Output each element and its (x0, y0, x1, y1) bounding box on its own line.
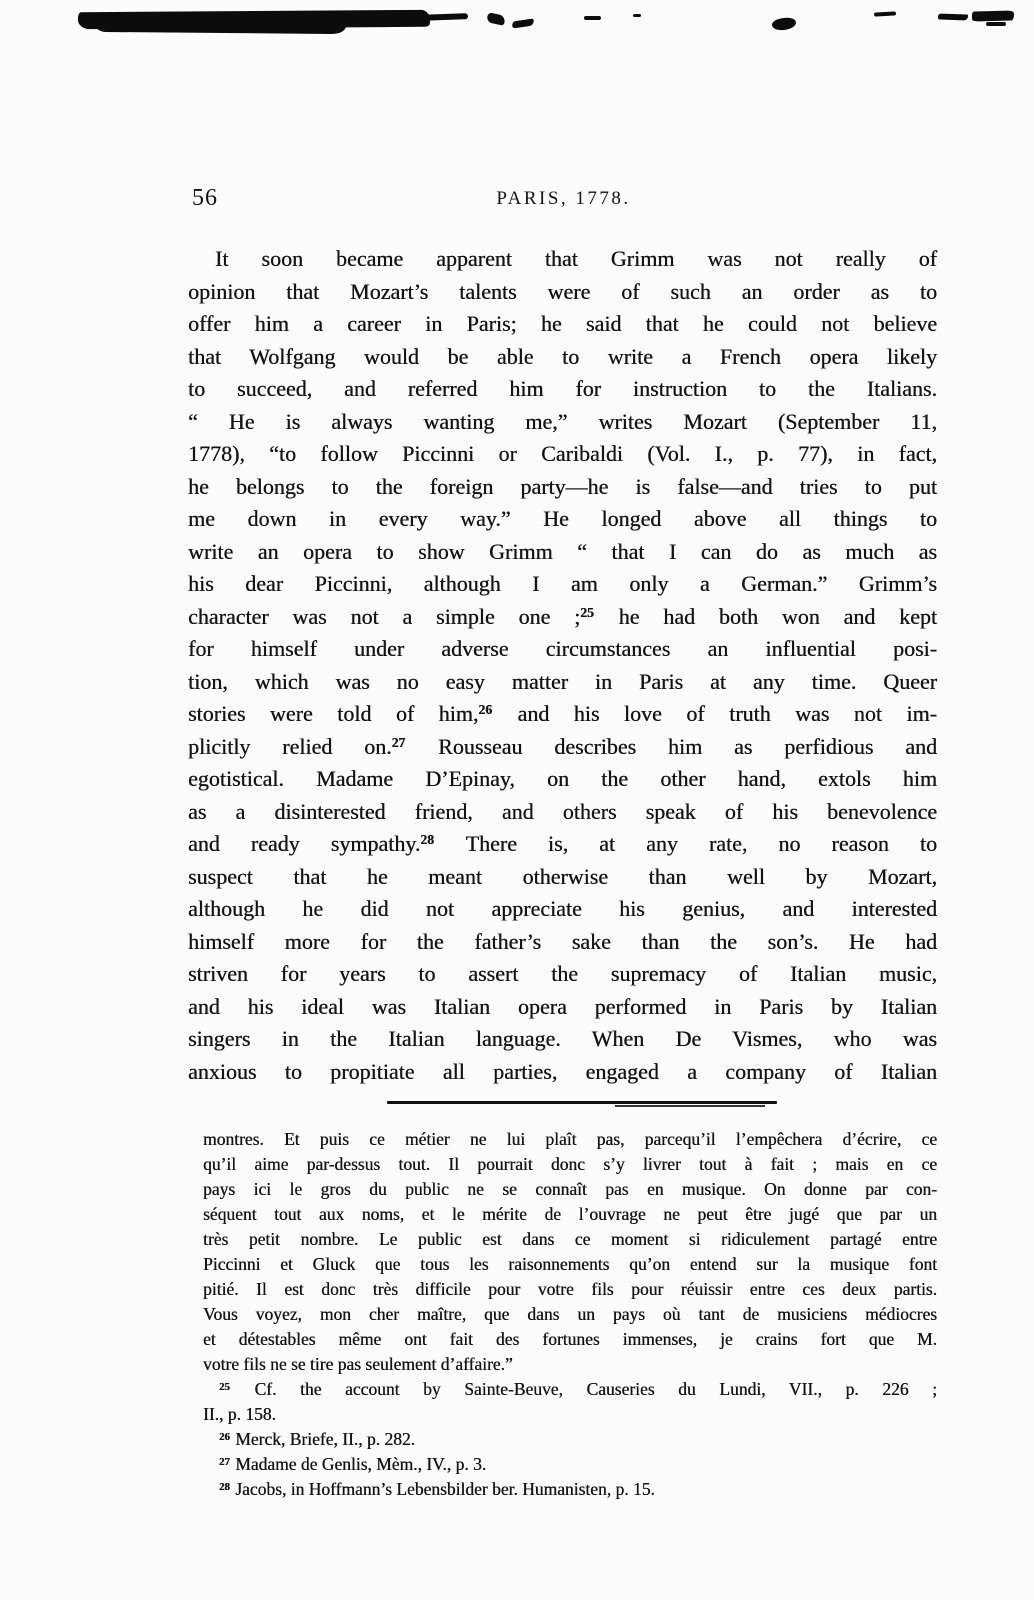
text-line: stories were told of him,$^{26}$ and his love of truth was not im- (188, 701, 937, 726)
text-line: anxious to propitiate all parties, engaged a company of Italian (188, 1058, 937, 1084)
scan-artifact (874, 11, 896, 16)
footnote-line: pitié. Il est donc très difficile pour votre fils pour réuissir entre ces deux partis. (203, 1279, 937, 1299)
scan-artifact (633, 14, 641, 17)
footnote-line: Piccinni et Gluck que tous les raisonnements qu’on entend sur la musique font (203, 1254, 937, 1274)
text-line: write an opera to show Grimm “ that I can do as much as (188, 538, 937, 564)
footnote-ref: 28 (219, 1480, 230, 1493)
footnote-line: $^{28}$ Jacobs, in Hoffmann’s Lebensbilder ber. Humanisten, p. 15. (219, 1479, 655, 1499)
footnote-line: $^{26}$ Merck, Briefe, II., p. 282. (219, 1429, 416, 1449)
footnote-line: votre fils ne se tire pas seulement d’affaire.” (203, 1354, 513, 1374)
text-line: himself more for the father’s sake than the son’s. He had (188, 928, 937, 954)
text-line: 1778), “to follow Piccinni or Caribaldi (Vol. I., p. 77), in fact, (188, 441, 937, 466)
footnote-line: séquent tout aux noms, et le mérite de l’ouvrage ne peut être jugé que par un (203, 1204, 937, 1224)
footnotes (203, 1127, 937, 1502)
scan-artifact (584, 16, 601, 20)
body-text (188, 243, 937, 1088)
scan-artifact (420, 13, 468, 21)
text-line: and ready sympathy.$^{28}$ There is, at any rate, no reason to (188, 831, 937, 856)
footnote-line: Vous voyez, mon cher maître, que dans un pays où tant de musiciens médiocres (203, 1304, 937, 1324)
text-line: although he did not appreciate his genius, and interested (188, 896, 937, 921)
text-line: as a disinterested friend, and others speak of his benevolence (188, 798, 937, 824)
text-line: to succeed, and referred him for instruction to the Italians. (188, 376, 937, 401)
footnote-ref: 25 (580, 604, 594, 620)
text-line: plicitly relied on.$^{27}$ Rousseau describes him as perfidious and (188, 733, 938, 759)
text-line: and his ideal was Italian opera performed in Paris by Italian (188, 993, 937, 1019)
scan-artifact (96, 23, 346, 34)
text-line: he belongs to the foreign party—he is false—and tries to put (188, 473, 937, 499)
footnote-ref: 27 (391, 734, 406, 750)
footnote-ref: 28 (420, 832, 434, 848)
page-header (190, 185, 937, 215)
text-line: suspect that he meant otherwise than well by Mozart, (188, 863, 937, 889)
footnote-line: pays ici le gros du public ne se connaît pas en musique. On donne par con- (203, 1179, 937, 1199)
text-line: offer him a career in Paris; he said that he could not believe (188, 311, 937, 336)
text-line: striven for years to assert the supremacy of Italian music, (188, 961, 937, 986)
scan-artifact (986, 22, 1006, 26)
footnote-line: très petit nombre. Le public est dans ce moment si ridiculement partagé entre (203, 1229, 937, 1249)
text-line: me down in every way.” He longed above all things to (188, 506, 937, 531)
scan-artifact (512, 19, 535, 29)
footnote-line: $^{27}$ Madame de Genlis, Mèm., IV., p. 3. (219, 1454, 487, 1474)
scan-artifact (972, 10, 1014, 21)
text-line: that Wolfgang would be able to write a French opera likely (188, 343, 937, 369)
text-line: his dear Piccinni, although I am only a German.” Grimm’s (188, 571, 937, 596)
footnote-ref: 26 (478, 702, 493, 718)
footnote-ref: 27 (219, 1455, 230, 1468)
footnote-line: montres. Et puis ce métier ne lui plaît pas, parcequ’il l’empêchera d’écrire, ce (203, 1129, 937, 1149)
footnote-ref: 25 (219, 1380, 230, 1393)
footnote-line: et détestables même ont fait des fortunes immenses, je crains fort que M. (203, 1329, 937, 1349)
scan-artifact (938, 13, 968, 20)
scan-artifact (486, 12, 506, 26)
text-line: “ He is always wanting me,” writes Mozart (September 11, (188, 408, 937, 434)
footnote-line: $^{25}$ Cf. the account by Sainte-Beuve, Causeries du Lundi, VII., p. 226 ; (219, 1379, 937, 1399)
text-line: It soon became apparent that Grimm was not really of (215, 246, 937, 271)
text-line: for himself under adverse circumstances an influential posi- (188, 636, 937, 661)
footnote-separator (387, 1101, 777, 1104)
text-line: character was not a simple one ;$^{25}$ he had both won and kept (188, 603, 938, 629)
text-line: opinion that Mozart’s talents were of such an order as to (188, 278, 937, 304)
scan-artifact (771, 17, 796, 31)
footnote-ref: 26 (219, 1430, 230, 1443)
running-title: PARIS, 1778. (496, 188, 631, 209)
text-line: singers in the Italian language. When De Vismes, who was (188, 1026, 937, 1051)
footnote-line: II., p. 158. (203, 1404, 276, 1424)
text-line: tion, which was no easy matter in Paris at any time. Queer (188, 668, 937, 694)
footnote-line: qu’il aime par-dessus tout. Il pourrait donc s’y livrer tout à fait ; mais en ce (203, 1154, 937, 1174)
text-line: egotistical. Madame D’Epinay, on the other hand, extols him (188, 766, 937, 791)
page-number: 56 (192, 185, 218, 211)
